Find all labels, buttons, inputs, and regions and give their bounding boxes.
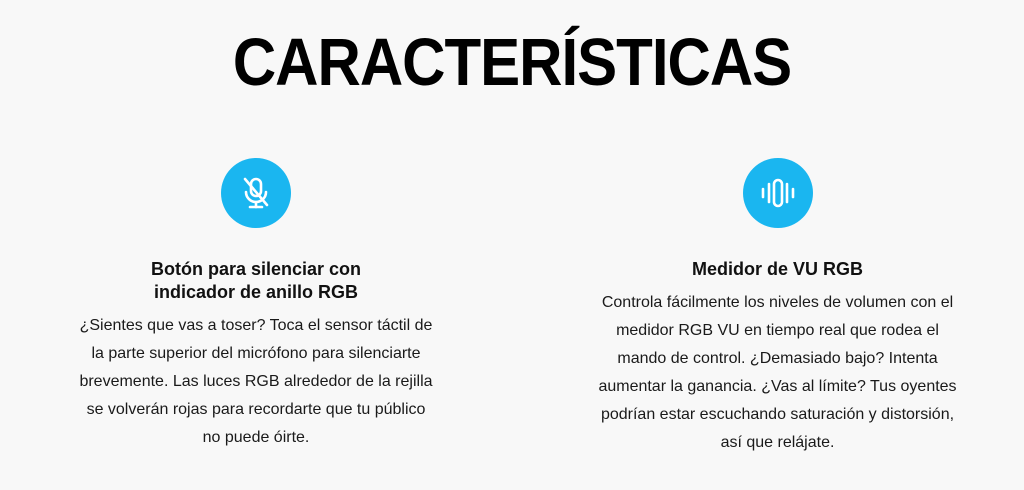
feature-heading — [56, 258, 456, 304]
feature-description — [555, 289, 1000, 457]
description-line: medidor RGB VU en tiempo real que rodea el — [616, 322, 939, 339]
description-line: no puede óirte. — [202, 429, 310, 446]
heading-line: Medidor de VU RGB — [691, 259, 863, 279]
vu-meter-icon — [743, 158, 813, 228]
description-line: Controla fácilmente los niveles de volumen con el — [601, 294, 954, 311]
description-line: se volverán rojas para recordarte que tu público — [86, 401, 426, 418]
description-line: la parte superior del micrófono para silenciarte — [91, 345, 421, 362]
description-line: así que relájate. — [720, 434, 835, 451]
description-line: podrían estar escuchando saturación y distorsión, — [600, 406, 955, 423]
description-line: aumentar la ganancia. ¿Vas al límite? Tus oyentes — [598, 378, 957, 395]
mic-mute-icon — [221, 158, 291, 228]
page-title: CARACTERÍSTICAS — [232, 24, 792, 100]
feature-vu-meter — [555, 158, 1000, 457]
heading-line: Botón para silenciar con — [150, 259, 362, 279]
feature-description — [56, 312, 456, 452]
feature-mute-button — [56, 158, 456, 452]
description-line: brevemente. Las luces RGB alrededor de la rejilla — [79, 373, 433, 390]
description-line: ¿Sientes que vas a toser? Toca el sensor táctil de — [79, 317, 433, 334]
feature-heading — [555, 258, 1000, 281]
description-line: mando de control. ¿Demasiado bajo? Intenta — [617, 350, 938, 367]
heading-line: indicador de anillo RGB — [153, 282, 359, 302]
